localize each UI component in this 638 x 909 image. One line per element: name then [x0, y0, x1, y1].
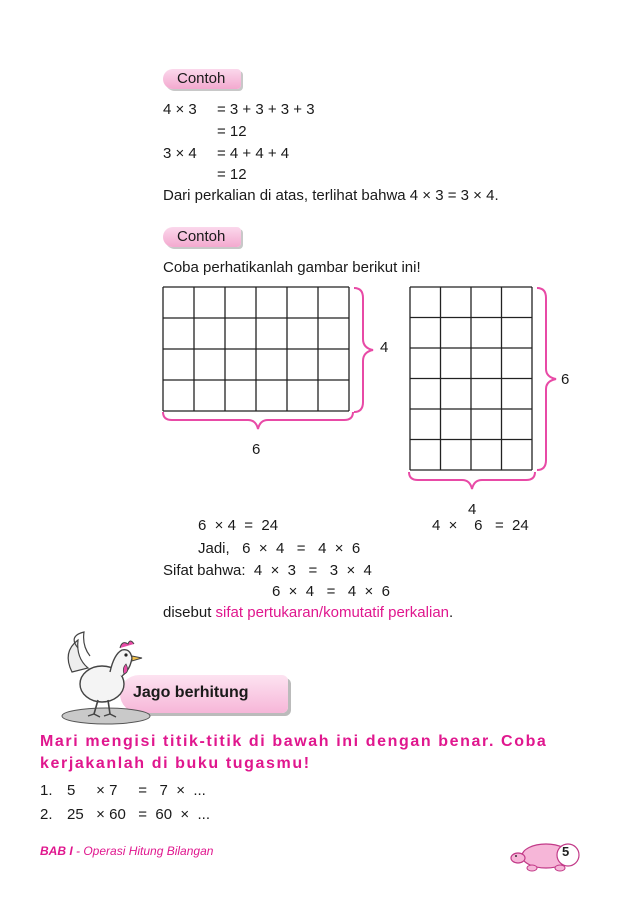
footer-bab: BAB I [40, 844, 73, 858]
exercise-text-2: 25 × 60 = 60 × ... [67, 806, 211, 823]
disebut-prefix: disebut [163, 604, 216, 621]
sifat-line-2: 6 × 4 = 4 × 6 [272, 583, 390, 600]
equation-left: 6 × 4 = 24 [198, 517, 279, 534]
eq-line-1-lhs: 4 × 3 [163, 101, 197, 118]
page-number: 5 [562, 844, 570, 859]
eq-line-3-rhs: = 4 + 4 + 4 [217, 145, 290, 162]
rooster-icon [58, 628, 154, 726]
brace-bottom-right [406, 470, 538, 492]
eq-line-1-rhs: = 3 + 3 + 3 + 3 [217, 101, 315, 118]
contoh-badge-2 [163, 227, 241, 247]
label-width-left: 6 [252, 441, 261, 458]
exercise-text-1: 5 × 7 = 7 × ... [67, 782, 206, 799]
disebut-highlight: sifat pertukaran/komutatif perkalian [215, 604, 449, 621]
disebut-line [163, 604, 453, 622]
brace-right-left [352, 286, 376, 414]
contoh-label-2: Contoh [177, 228, 226, 245]
exercise-num-2: 2. [40, 806, 53, 823]
exercise-num-1: 1. [40, 782, 53, 799]
conclusion-text: Dari perkalian di atas, terlihat bahwa 4 × 3 = 3 × 4. [163, 187, 499, 204]
instruction-text: Mari mengisi titik-titik di bawah ini dengan benar. Coba kerjakanlah di buku tugasmu! [40, 733, 548, 772]
footer-separator: - [72, 844, 84, 858]
brace-right-right [535, 286, 559, 472]
disebut-suffix: . [449, 604, 454, 621]
footer-title: Operasi Hitung Bilangan [83, 844, 214, 858]
eq-line-4-rhs: = 12 [217, 166, 247, 183]
contoh-label-1: Contoh [177, 70, 226, 87]
footer-chapter [40, 844, 213, 858]
sifat-line-1: Sifat bahwa: 4 × 3 = 3 × 4 [163, 562, 372, 579]
brace-bottom-left [160, 410, 356, 432]
grid-6x4 [162, 286, 352, 414]
eq-line-2-rhs: = 12 [217, 123, 247, 140]
grid-4x6 [409, 286, 535, 472]
eq-line-3-lhs: 3 × 4 [163, 145, 197, 162]
intro-text: Coba perhatikanlah gambar berikut ini! [163, 259, 421, 276]
label-height-right: 6 [561, 371, 570, 388]
label-width-right: 4 [468, 501, 477, 518]
contoh-badge-1 [163, 69, 241, 89]
label-height-left: 4 [380, 339, 389, 356]
section-title: Jago berhitung [133, 684, 249, 701]
equation-right: 4 × 6 = 24 [432, 517, 529, 534]
jadi-text: Jadi, 6 × 4 = 4 × 6 [198, 540, 361, 557]
turtle-icon [510, 838, 586, 872]
